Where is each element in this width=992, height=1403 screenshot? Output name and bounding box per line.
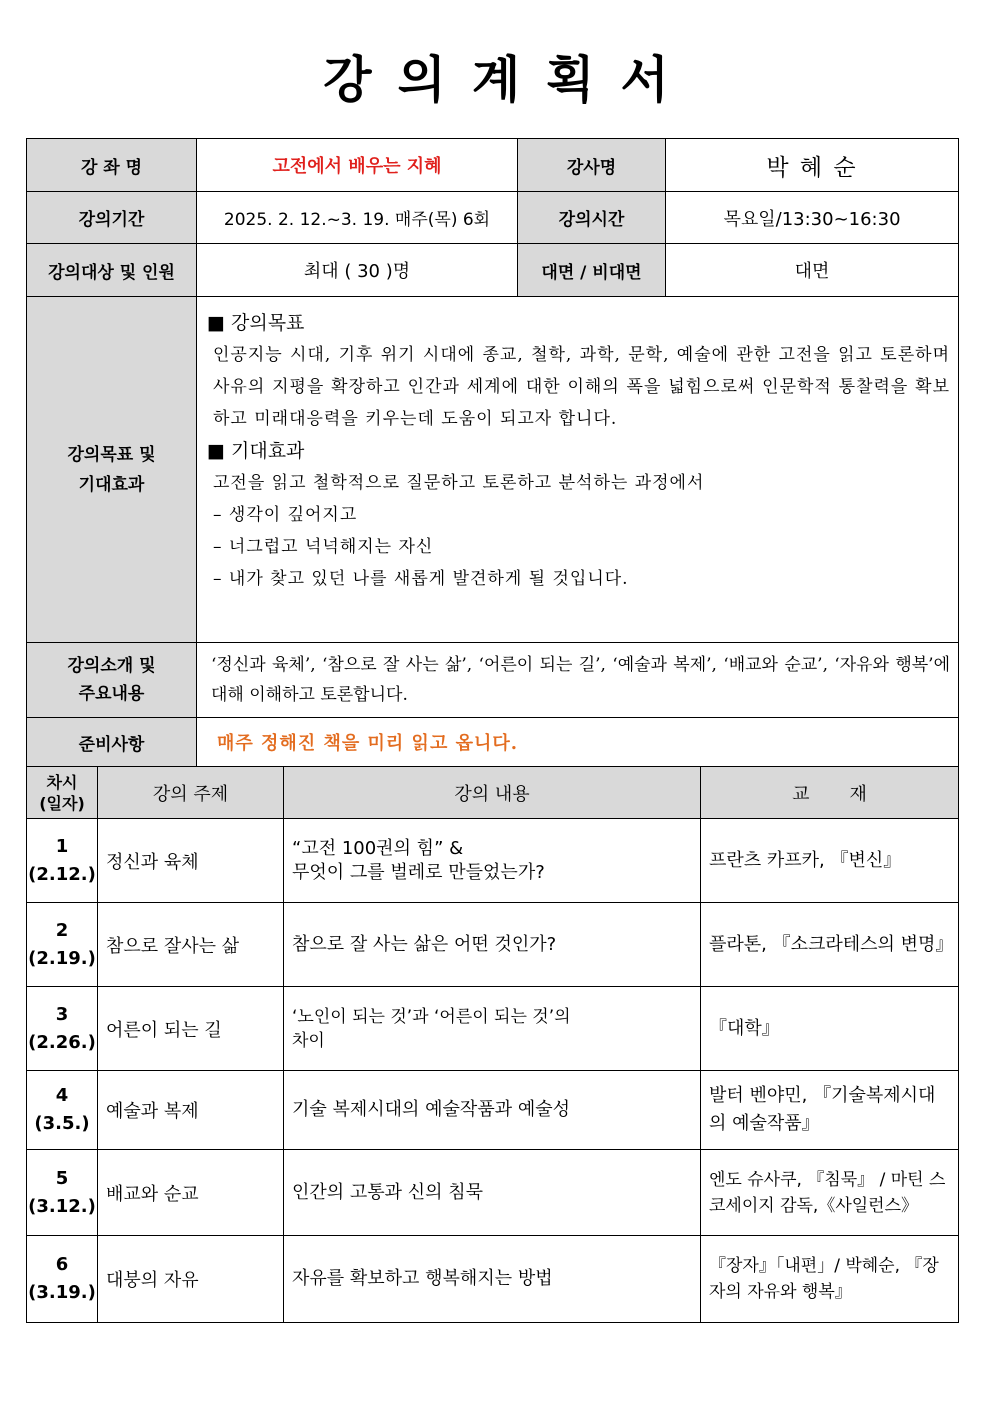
textbook-cell: 프란츠 카프카, 『변신』 (701, 819, 959, 903)
content-cell (284, 1071, 701, 1150)
content-line: 자유를 확보하고 행복해지는 방법 (292, 1268, 553, 1289)
intro-label-line-1: 강의소개 및 (67, 656, 156, 676)
goal-label-line-2: 기대효과 (78, 474, 145, 495)
content-line: 차이 (292, 1030, 325, 1051)
content-line: 인간의 고통과 신의 침묵 (292, 1181, 484, 1203)
content-line: 참으로 잘 사는 삶은 어떤 것인가? (292, 933, 557, 955)
period-label: 강의기간 (27, 192, 197, 244)
goal-label (27, 297, 197, 643)
time-label: 강의시간 (518, 192, 666, 244)
textbook-cell: 『대학』 (701, 987, 959, 1071)
intro-label-line-2: 주요내용 (78, 684, 145, 704)
effect-intro: 고전을 읽고 철학적으로 질문하고 토론하고 분석하는 과정에서 (213, 473, 705, 493)
session-cell (27, 903, 98, 987)
textbook-cell: 플라톤, 『소크라테스의 변명』 (701, 903, 959, 987)
content-line: “고전 100권의 힘” & (292, 837, 464, 859)
effect-item: – 너그럽고 넉넉해지는 자신 (213, 537, 434, 557)
session-number: 1 (55, 835, 69, 857)
session-date: (2.26.) (28, 1031, 96, 1053)
table-row (27, 1150, 959, 1236)
table-row (27, 1071, 959, 1150)
session-header-line-2: (일자) (39, 793, 85, 813)
goal-heading: ■ 강의목표 (207, 312, 305, 334)
course-name-label: 강 좌 명 (27, 139, 197, 192)
session-cell (27, 819, 98, 903)
content-line: 무엇이 그를 벌레로 만들었는가? (292, 861, 545, 883)
textbook-header: 교 재 (701, 767, 959, 819)
prep-value: 매주 정해진 책을 미리 읽고 옵니다. (197, 718, 959, 767)
content-cell (284, 903, 701, 987)
effect-item: – 생각이 깊어지고 (213, 505, 358, 525)
goal-label-line-1: 강의목표 및 (67, 444, 156, 465)
content-line: 기술 복제시대의 예술작품과 예술성 (292, 1099, 570, 1120)
topic-cell: 예술과 복제 (98, 1071, 284, 1150)
topic-cell: 정신과 육체 (98, 819, 284, 903)
topic-cell: 대붕의 자유 (98, 1236, 284, 1323)
session-header (27, 767, 98, 819)
session-date: (3.19.) (28, 1282, 96, 1303)
content-cell (284, 1236, 701, 1323)
course-info-table (26, 138, 959, 767)
table-row (27, 1236, 959, 1323)
period-value: 2025. 2. 12.~3. 19. 매주(목) 6회 (197, 192, 518, 244)
topic-cell: 배교와 순교 (98, 1150, 284, 1236)
document-title: 강의계획서 (323, 51, 695, 109)
instructor-value: 박 혜 순 (666, 139, 959, 192)
session-cell (27, 1236, 98, 1323)
textbook-cell: 『장자』「내편」/ 박혜순, 『장자의 자유와 행복』 (701, 1236, 959, 1323)
session-date: (3.5.) (34, 1113, 90, 1134)
session-number: 5 (55, 1167, 69, 1189)
intro-label (27, 643, 197, 718)
session-header-line-1: 차시 (46, 772, 78, 792)
effect-item: – 내가 찾고 있던 나를 새롭게 발견하게 될 것입니다. (213, 569, 629, 589)
content-line: ‘노인이 되는 것’과 ‘어른이 되는 것’의 (292, 1006, 571, 1027)
instructor-label: 강사명 (518, 139, 666, 192)
content-cell (284, 1150, 701, 1236)
topic-cell: 참으로 잘사는 삶 (98, 903, 284, 987)
time-value: 목요일/13:30~16:30 (666, 192, 959, 244)
topic-header: 강의 주제 (98, 767, 284, 819)
intro-text: ‘정신과 육체’, ‘참으로 잘 사는 삶’, ‘어른이 되는 길’, ‘예술과 복제’, ‘배교와 순교’, ‘자유와 행복’에 대해 이해하고 토론합니다. (197, 643, 959, 718)
session-number: 6 (55, 1254, 69, 1275)
session-number: 2 (55, 919, 69, 941)
session-date: (2.19.) (28, 947, 96, 969)
topic-cell: 어른이 되는 길 (98, 987, 284, 1071)
content-cell (284, 819, 701, 903)
mode-value: 대면 (666, 244, 959, 297)
content-header: 강의 내용 (284, 767, 701, 819)
goal-text: 인공지능 시대, 기후 위기 시대에 종교, 철학, 과학, 문학, 예술에 관한 고전을 읽고 토론하며 사유의 지평을 확장하고 인간과 세계에 대한 이해의 폭을 넓힘으로써 인문학적 통찰력을 확보하고 미래대응력을 키우는데 도움이 되고자 합니다. (213, 345, 950, 429)
course-name-value: 고전에서 배우는 지혜 (197, 139, 518, 192)
session-cell (27, 1071, 98, 1150)
content-cell (284, 987, 701, 1071)
session-number: 4 (55, 1085, 69, 1106)
target-label: 강의대상 및 인원 (27, 244, 197, 297)
textbook-cell: 엔도 슈사쿠, 『침묵』 / 마틴 스코세이지 감독,《사일런스》 (701, 1150, 959, 1236)
table-row (27, 819, 959, 903)
table-row (27, 987, 959, 1071)
session-number: 3 (55, 1003, 69, 1025)
session-date: (3.12.) (28, 1195, 96, 1217)
session-cell (27, 1150, 98, 1236)
target-value: 최대 ( 30 )명 (197, 244, 518, 297)
session-date: (2.12.) (28, 863, 96, 885)
table-row (27, 903, 959, 987)
prep-label: 준비사항 (27, 718, 197, 767)
goal-content (197, 297, 959, 643)
session-cell (27, 987, 98, 1071)
schedule-table (26, 766, 959, 1323)
textbook-cell: 발터 벤야민, 『기술복제시대의 예술작품』 (701, 1071, 959, 1150)
effect-heading: ■ 기대효과 (207, 440, 305, 462)
mode-label: 대면 / 비대면 (518, 244, 666, 297)
